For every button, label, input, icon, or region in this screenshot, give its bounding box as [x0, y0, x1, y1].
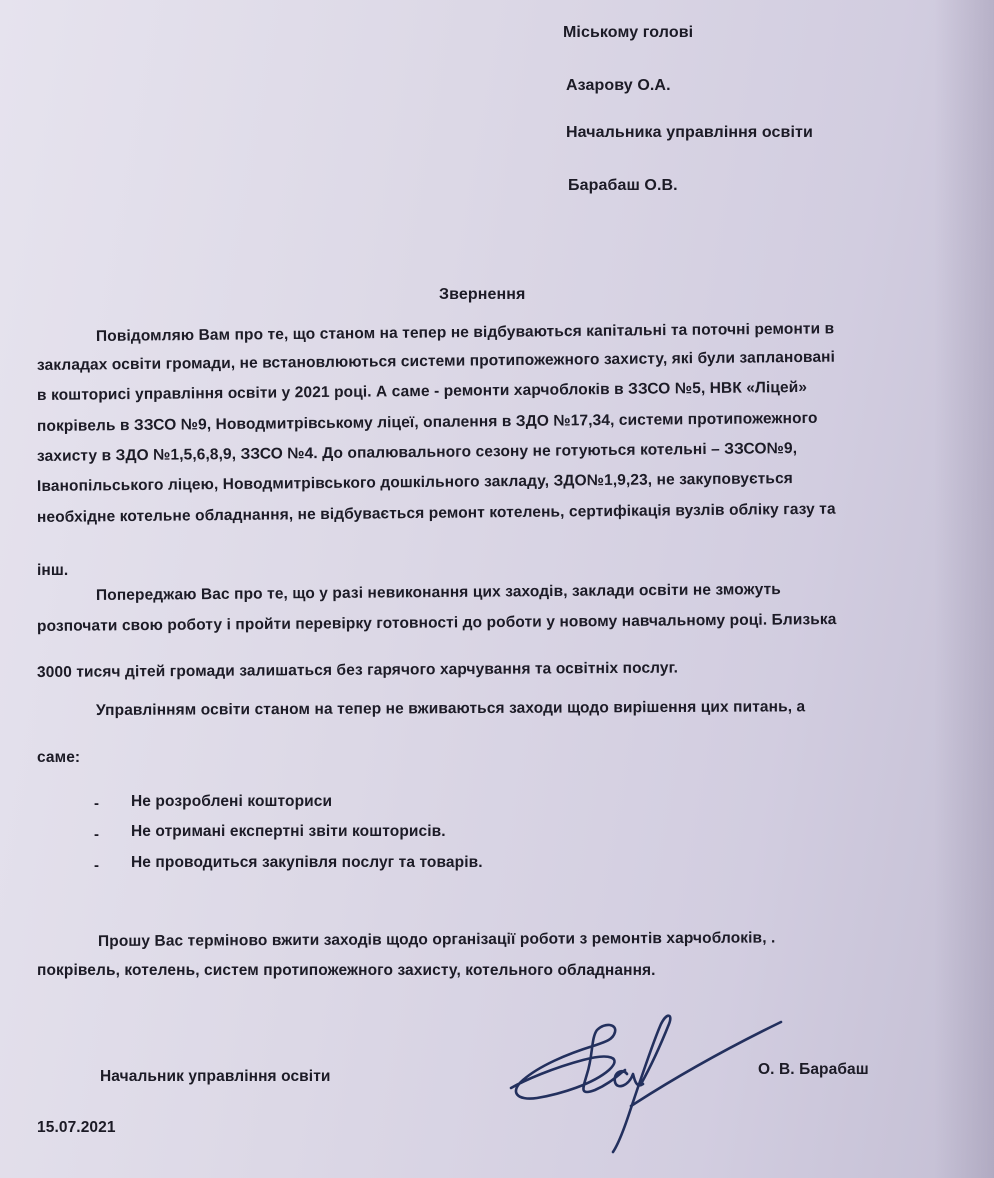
addressee-to-title: Міському голові	[563, 24, 694, 41]
addressee-to-name: Азарову О.А.	[566, 77, 671, 94]
bullet-item: Не розроблені кошториси	[131, 793, 333, 810]
signer-name: О. В. Барабаш	[758, 1061, 869, 1078]
document-date: 15.07.2021	[37, 1119, 116, 1136]
paragraph-1-line: Іванопільського ліцею, Новодмитрівського дошкільного закладу, ЗДО№1,9,23, не закуповується	[36, 470, 793, 495]
handwritten-signature	[505, 1010, 795, 1160]
paragraph-3-line: саме:	[37, 749, 81, 766]
paragraph-2-line: 3000 тисяч дітей громади залишаться без гарячого харчування та освітніх послуг.	[36, 659, 679, 681]
addressee-from-title: Начальника управління освіти	[566, 124, 813, 141]
paragraph-1-line: Повідомляю Вам про те, що станом на тепер не відбуваються капітальні та поточні ремонти в	[95, 320, 835, 345]
bullet-item: Не проводиться закупівля послуг та товарів.	[131, 854, 483, 871]
paragraph-2-line: Попереджаю Вас про те, що у разі невиконання цих заходів, заклади освіти не зможуть	[95, 581, 781, 604]
paragraph-2-line: розпочати свою роботу і пройти перевірку готовності до роботи у новому навчальному році. Близька	[36, 611, 837, 635]
signer-position: Начальник управління освіти	[100, 1068, 331, 1085]
paragraph-1-line: покрівель в ЗЗСО №9, Новодмитрівському ліцеї, опалення в ЗДО №17,34, системи протипожежного	[36, 409, 818, 435]
bullet-dash: -	[94, 826, 99, 843]
document-title: Звернення	[439, 286, 526, 303]
bullet-item: Не отримані експертні звіти кошторисів.	[131, 823, 446, 840]
bullet-dash: -	[94, 857, 99, 874]
paragraph-4-line: Прошу Вас терміново вжити заходів щодо організації роботи з ремонтів харчоблоків, .	[97, 929, 776, 950]
paragraph-1-line: необхідне котельне обладнання, не відбувається ремонт котелень, сертифікація вузлів обліку газу та	[36, 500, 836, 526]
paragraph-1-line: захисту в ЗДО №1,5,6,8,9, ЗЗСО №4. До опалювального сезону не готуються котельні – ЗЗСО№9,	[36, 440, 798, 465]
paragraph-1-line: закладах освіти громади, не встановлюються системи протипожежного захисту, які були заплановані	[36, 348, 836, 374]
addressee-from-name: Барабаш О.В.	[568, 177, 678, 194]
paragraph-3-line: Управлінням освіти станом на тепер не вживаються заходи щодо вирішення цих питань, а	[95, 698, 806, 719]
paragraph-1-line: інш.	[37, 562, 69, 579]
paragraph-4-line: покрівель, котелень, систем протипожежного захисту, котельного обладнання.	[37, 962, 656, 979]
paragraph-1-line: в кошторисі управління освіти у 2021 році. А саме - ремонти харчоблоків в ЗЗСО №5, НВК «Ліцей»	[36, 378, 808, 404]
bullet-dash: -	[94, 795, 99, 812]
